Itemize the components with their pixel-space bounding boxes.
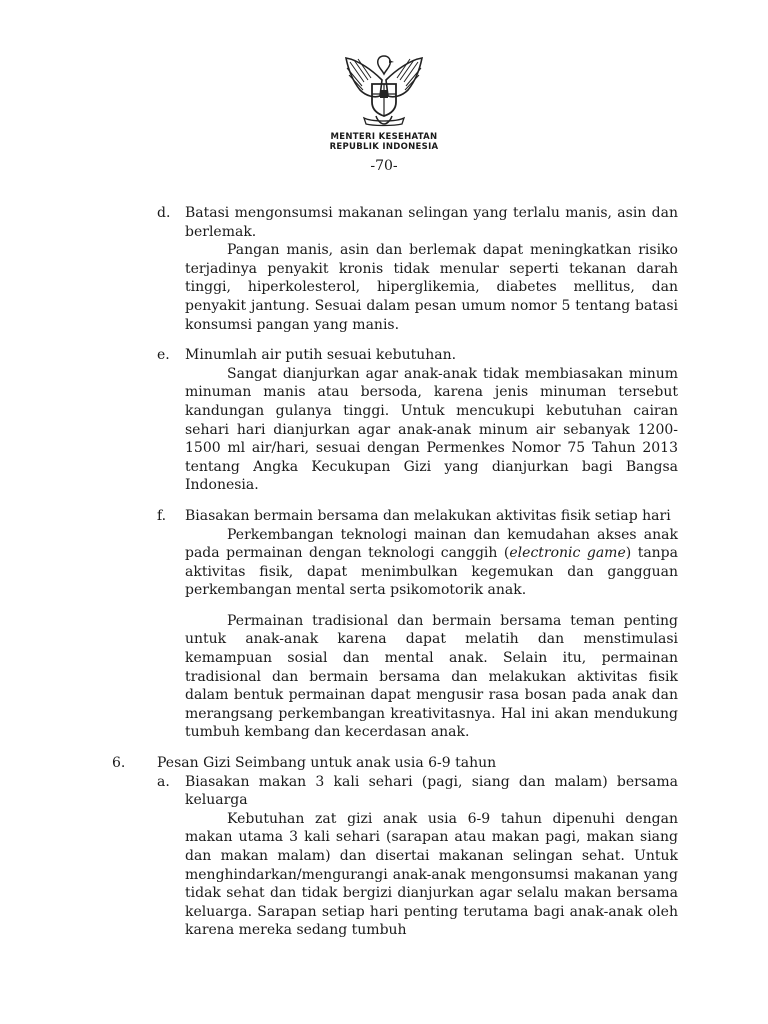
page-number: -70- <box>370 158 398 174</box>
institution-line-1: MENTERI KESEHATAN <box>330 132 438 142</box>
item-heading: Minumlah air putih sesuai kebutuhan. <box>185 347 457 364</box>
item-heading: Batasi mengonsumsi makanan selingan yang terlalu manis, asin dan berlemak. <box>185 205 678 240</box>
institution-line-2: REPUBLIK INDONESIA <box>329 142 439 152</box>
section-number: 6. <box>112 755 126 772</box>
list-item-d <box>157 204 678 334</box>
document-body <box>112 204 678 952</box>
text-run: ) tanpa aktivitas fisik, dapat menimbulkan kegemukan dan gangguan perkembangan mental serta psikomotorik anak. <box>185 545 678 599</box>
list-marker: e. <box>157 347 170 364</box>
section-6 <box>112 754 678 940</box>
list-item-f <box>157 507 678 742</box>
list-item-6a <box>157 773 678 940</box>
list-marker: f. <box>157 507 167 524</box>
item-paragraph: Permainan tradisional dan bermain bersama teman penting untuk anak-anak karena dapat melatih dan menstimulasi kemampuan sosial dan mental anak. Selain itu, permainan tradisional dan bermain bersama dan melakukan aktivitas fisik dalam bentuk permainan dapat mengusir rasa bosan pada anak dan merangsang perkembangan kreativitasnya. Hal ini akan mendukung tumbuh kembang dan kecerdasan anak. <box>185 612 678 741</box>
italic-term: electronic game <box>509 545 626 562</box>
item-heading: Biasakan makan 3 kali sehari (pagi, siang dan malam) bersama keluarga <box>185 773 678 809</box>
text-run: Perkembangan teknologi mainan dan kemudahan akses anak pada permainan dengan teknologi canggih ( <box>185 526 678 562</box>
item-heading: Biasakan bermain bersama dan melakukan aktivitas fisik setiap hari <box>185 507 671 524</box>
item-paragraph: Kebutuhan zat gizi anak usia 6-9 tahun dipenuhi dengan makan utama 3 kali sehari (sarapan atau makan pagi, makan siang dan makan malam) dan disertai makanan selingan sehat. Untuk menghindarkan/mengurangi anak-anak mengonsumsi makanan yang tidak sehat dan tidak bergizi dianjurkan agar selalu makan bersama keluarga. Sarapan setiap hari penting terutama bagi anak-anak oleh karena mereka sedang tumbuh <box>185 810 678 939</box>
section-heading: Pesan Gizi Seimbang untuk anak usia 6-9 tahun <box>157 755 497 772</box>
item-paragraph: Sangat dianjurkan agar anak-anak tidak membiasakan minum minuman manis atau bersoda, karena jenis minuman tersebut kandungan gulanya tinggi. Untuk mencukupi kebutuhan cairan sehari hari dianjurkan agar anak-anak minum air sebanyak 1200-1500 ml air/hari, sesuai dengan Permenkes Nomor 75 Tahun 2013 tentang Angka Kecukupan Gizi yang dianjurkan bagi Bangsa Indonesia. <box>185 365 678 494</box>
institution-name <box>0 132 768 152</box>
list-item-e <box>157 346 678 495</box>
garuda-emblem-icon <box>338 50 430 128</box>
list-marker: d. <box>157 205 171 221</box>
list-marker: a. <box>157 773 170 790</box>
item-paragraph <box>185 526 678 600</box>
item-paragraph: Pangan manis, asin dan berlemak dapat meningkatkan risiko terjadinya penyakit kronis tidak menular seperti tekanan darah tinggi, hiperkolesterol, hiperglikemia, diabetes mellitus, dan penyakit jantung. Sesuai dalam pesan umum nomor 5 tentang batasi konsumsi pangan yang manis. <box>185 242 678 333</box>
letterhead <box>0 50 768 174</box>
